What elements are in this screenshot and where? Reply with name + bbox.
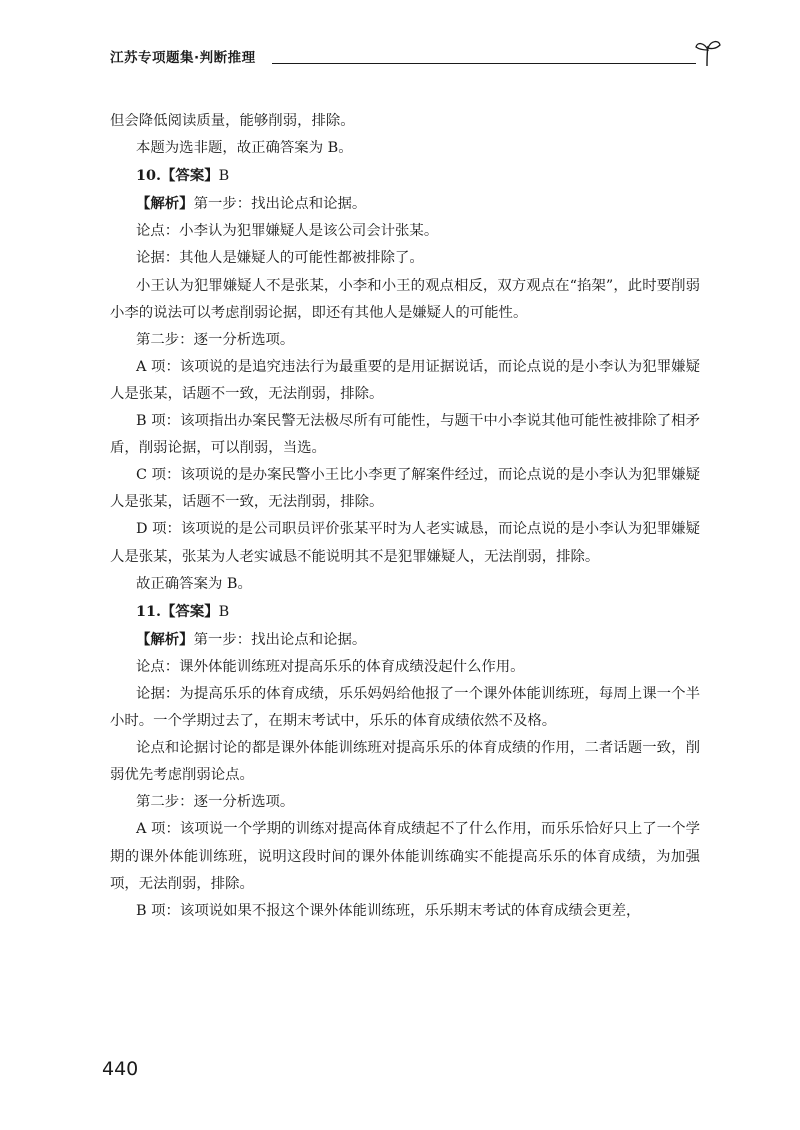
analysis-label: 【解析】 [136, 195, 194, 213]
text-line: 论点和论据讨论的都是课外体能训练班对提高乐乐的体育成绩的作用，二者话题一致，削弱优先考虑削弱论点。 [110, 740, 700, 784]
text-line: 第二步：逐一分析选项。 [136, 794, 295, 811]
answer-explanations [110, 108, 700, 925]
answer-line-10 [110, 162, 700, 190]
answer-value: B [218, 168, 230, 185]
answer-label: 11.【答案】 [136, 602, 219, 620]
sprout-icon [694, 38, 722, 68]
analysis-line [110, 190, 700, 218]
text-line: 但会降低阅读质量，能够削弱，排除。 [110, 113, 355, 129]
text-line: 第二步：逐一分析选项。 [136, 331, 295, 348]
answer-label: 10.【答案】 [136, 167, 219, 185]
text-line: 故正确答案为 B。 [136, 575, 252, 592]
option-analysis: C 项：该项说的是办案民警小王比小李更了解案件经过，而论点说的是小李认为犯罪嫌疑人是张某，话题不一致，无法削弱，排除。 [110, 467, 700, 511]
text-line: 论点：小李认为犯罪嫌疑人是该公司会计张某。 [136, 223, 439, 240]
text-line: 本题为选非题，故正确答案为 B。 [136, 140, 353, 157]
option-analysis: A 项：该项说一个学期的训练对提高体育成绩起不了什么作用，而乐乐恰好只上了一个学期的课外体能训练班，说明这段时间的课外体能训练确实不能提高乐乐的体育成绩，为加强项，无法削弱，排除。 [110, 821, 700, 892]
option-analysis: B 项：该项指出办案民警无法极尽所有可能性，与题干中小李说其他可能性被排除了相矛盾，削弱论据，可以削弱，当选。 [110, 413, 700, 457]
analysis-label: 【解析】 [136, 630, 194, 648]
answer-value: B [218, 603, 230, 620]
option-analysis: B 项：该项说如果不报这个课外体能训练班，乐乐期末考试的体育成绩会更差， [136, 902, 641, 919]
analysis-line [110, 626, 700, 654]
text-line: 论点：课外体能训练班对提高乐乐的体育成绩没起什么作用。 [136, 658, 525, 675]
text-line: 论据：为提高乐乐的体育成绩，乐乐妈妈给他报了一个课外体能训练班，每周上课一个半小时。一个学期过去了，在期末考试中，乐乐的体育成绩依然不及格。 [110, 685, 700, 730]
header-title: 江苏专项题集·判断推理 [110, 50, 256, 66]
text-line: 小王认为犯罪嫌疑人不是张某，小李和小王的观点相反，双方观点在“掐架”，此时要削弱小李的说法可以考虑削弱论据，即还有其他人是嫌疑人的可能性。 [110, 277, 700, 321]
answer-line-11 [110, 598, 700, 626]
page-number: 440 [102, 1058, 139, 1080]
analysis-text: 第一步：找出论点和论据。 [193, 631, 367, 648]
option-analysis: D 项：该项说的是公司职员评价张某平时为人老实诚恳，而论点说的是小李认为犯罪嫌疑人是张某，张某为人老实诚恳不能说明其不是犯罪嫌疑人，无法削弱，排除。 [110, 521, 700, 565]
text-line: 论据：其他人是嫌疑人的可能性都被排除了。 [136, 250, 424, 267]
analysis-text: 第一步：找出论点和论据。 [193, 196, 367, 213]
option-analysis: A 项：该项说的是追究违法行为最重要的是用证据说话，而论点说的是小李认为犯罪嫌疑人是张某，话题不一致，无法削弱，排除。 [110, 358, 700, 402]
header-rule [272, 63, 696, 64]
running-header [110, 46, 720, 70]
